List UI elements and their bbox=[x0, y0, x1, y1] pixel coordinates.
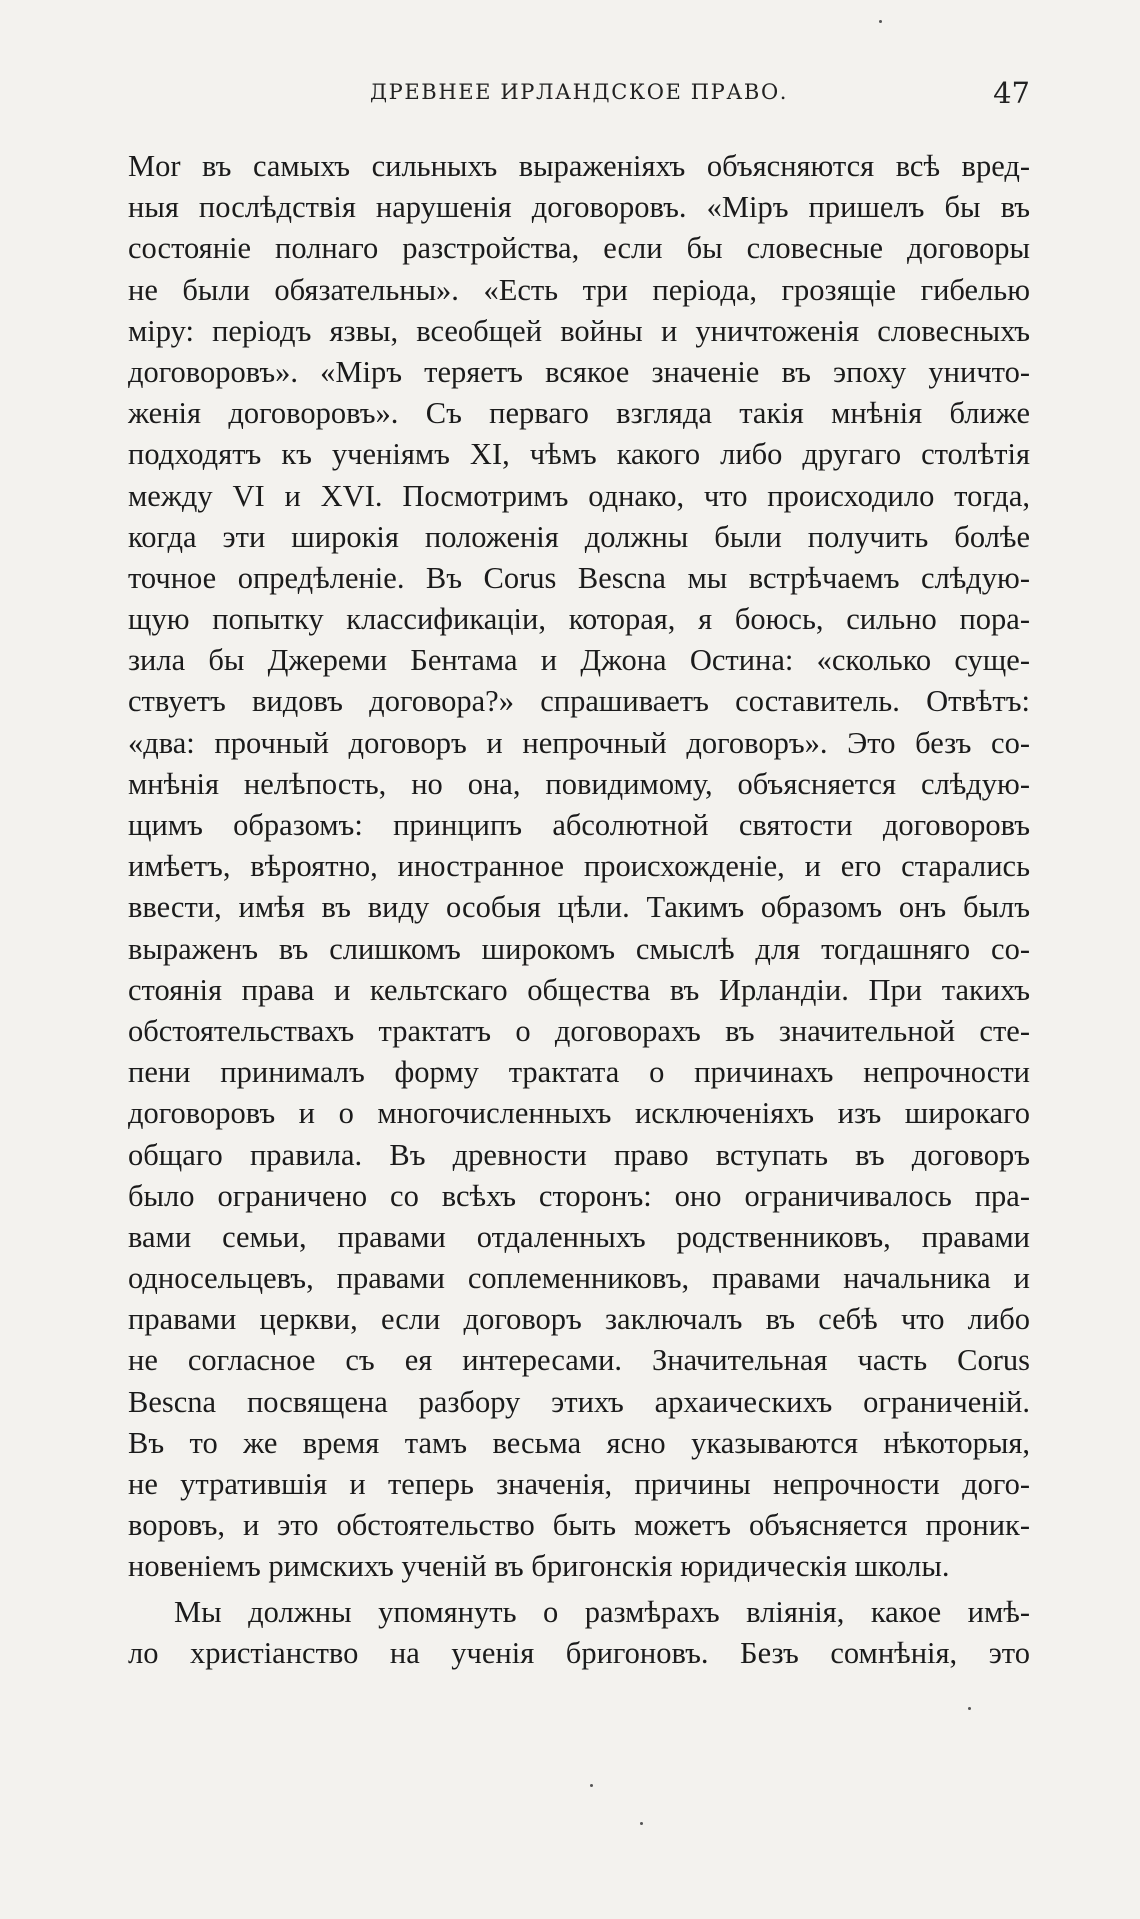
print-speck bbox=[879, 20, 882, 23]
text-line: не утратившія и теперь значенія, причины непрочности дого- bbox=[128, 1467, 1030, 1501]
text-line: новеніемъ римскихъ ученій въ бригонскія юридическія школы. bbox=[128, 1549, 950, 1584]
text-line: общаго правила. Въ древности право вступать въ договоръ bbox=[128, 1137, 1030, 1172]
text-line: ныя послѣдствія нарушенія договоровъ. «Міръ пришелъ бы въ bbox=[128, 190, 1030, 225]
print-speck bbox=[590, 1784, 593, 1787]
text-line: подходятъ къ ученіямъ XI, чѣмъ какого либо другаго столѣтія bbox=[128, 437, 1030, 472]
text-line: ствуетъ видовъ договора?» спрашиваетъ составитель. Отвѣтъ: bbox=[128, 684, 1030, 719]
text-line: точное опредѣленіе. Въ Corus Bescna мы встрѣчаемъ слѣдую- bbox=[128, 560, 1030, 595]
text-line: пени принималъ форму трактата о причинахъ непрочности bbox=[128, 1055, 1030, 1090]
text-line: обстоятельствахъ трактатъ о договорахъ въ значительной сте- bbox=[128, 1013, 1030, 1048]
text-line: ло христіанство на ученія бригоновъ. Безъ сомнѣнія, это bbox=[128, 1635, 1030, 1670]
print-speck bbox=[968, 1707, 971, 1710]
print-speck bbox=[640, 1822, 643, 1825]
text-line: міру: періодъ язвы, всеобщей войны и уничтоженія словесныхъ bbox=[128, 313, 1030, 348]
text-line: воровъ, и это обстоятельство быть можетъ объясняется проник- bbox=[128, 1508, 1030, 1543]
text-line: вами семьи, правами отдаленныхъ родственниковъ, правами bbox=[128, 1219, 1030, 1254]
text-line: между VI и XVI. Посмотримъ однако, что происходило тогда, bbox=[128, 478, 1030, 513]
body-text bbox=[128, 146, 1030, 1674]
text-line: односельцевъ, правами соплеменниковъ, правами начальника и bbox=[128, 1261, 1030, 1296]
page-header bbox=[128, 76, 1030, 116]
running-head: ДРЕВНЕЕ ИРЛАНДСКОЕ ПРАВО. bbox=[369, 80, 789, 104]
text-line: правами церкви, если договоръ заключалъ въ себѣ что либо bbox=[128, 1302, 1030, 1337]
text-line: щую попытку классификаціи, которая, я боюсь, сильно пора- bbox=[128, 602, 1030, 637]
text-line: когда эти широкія положенія должны были получить болѣе bbox=[128, 519, 1030, 554]
text-line: Bescna посвящена разбору этихъ архаическихъ ограниченій. bbox=[128, 1384, 1030, 1419]
text-line: женія договоровъ». Съ перваго взгляда такія мнѣнія ближе bbox=[128, 396, 1030, 431]
text-line: было ограничено со всѣхъ сторонъ: оно ограничивалось пра- bbox=[128, 1178, 1030, 1213]
text-line: договоровъ». «Міръ теряетъ всякое значеніе въ эпоху уничто- bbox=[128, 354, 1030, 389]
text-line: договоровъ и о многочисленныхъ исключеніяхъ изъ широкаго bbox=[128, 1096, 1030, 1131]
text-line: Мы должны упомянуть о размѣрахъ вліянія, какое имѣ- bbox=[174, 1594, 1030, 1629]
text-line: «два: прочный договоръ и непрочный договоръ». Это безъ со- bbox=[128, 725, 1030, 760]
text-line: Mor въ самыхъ сильныхъ выраженіяхъ объясняются всѣ вред- bbox=[128, 149, 1030, 183]
text-line: мнѣнія нелѣпость, но она, повидимому, объясняется слѣдую- bbox=[128, 766, 1030, 801]
text-line: зила бы Джереми Бентама и Джона Остина: «сколько суще- bbox=[128, 643, 1030, 678]
text-line: выраженъ въ слишкомъ широкомъ смыслѣ для тогдашняго со- bbox=[128, 931, 1030, 966]
page-number: 47 bbox=[993, 76, 1030, 110]
text-line: имѣетъ, вѣроятно, иностранное происхожденіе, и его старались bbox=[128, 849, 1030, 884]
text-line: стоянія права и кельтскаго общества въ Ирландіи. При такихъ bbox=[128, 972, 1030, 1007]
text-line: щимъ образомъ: принципъ абсолютной святости договоровъ bbox=[128, 808, 1030, 842]
paragraph-1 bbox=[128, 146, 1030, 1588]
text-line: не согласное съ ея интересами. Значительная часть Corus bbox=[128, 1343, 1030, 1378]
text-line: состояніе полнаго разстройства, если бы словесные договоры bbox=[128, 231, 1030, 266]
text-line: не были обязательны». «Есть три періода, грозящіе гибелью bbox=[128, 272, 1030, 307]
paragraph-2 bbox=[128, 1592, 1030, 1674]
text-line: ввести, имѣя въ виду особыя цѣли. Такимъ образомъ онъ былъ bbox=[128, 890, 1030, 925]
text-line: Въ то же время тамъ весьма ясно указываются нѣкоторыя, bbox=[128, 1425, 1030, 1460]
